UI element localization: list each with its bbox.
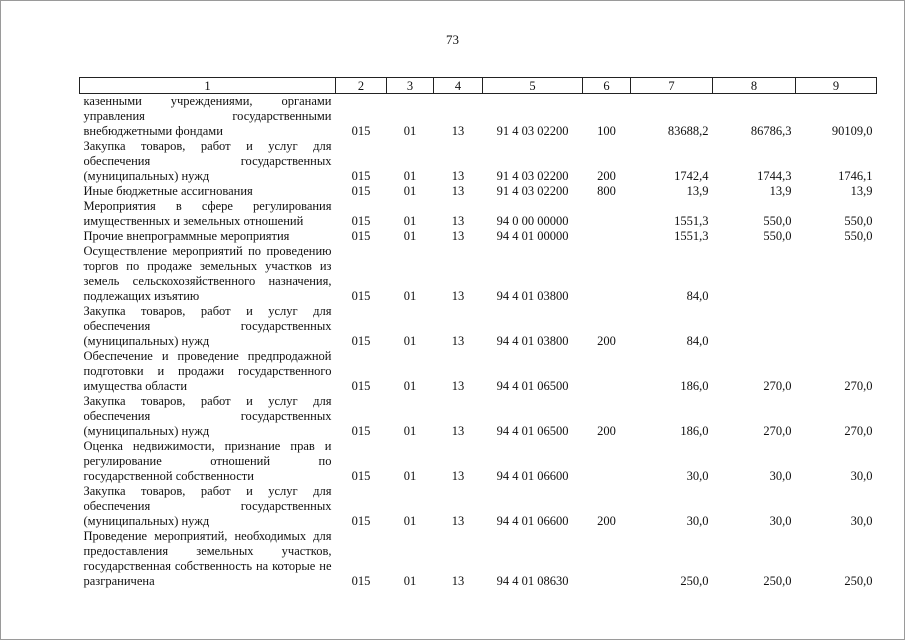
column-header: 5: [483, 78, 583, 94]
admin-code: 015: [351, 469, 371, 483]
amount-year-3: 1746,1: [838, 169, 873, 183]
table-row: [80, 244, 877, 304]
column-header: 2: [336, 78, 387, 94]
subsection-code: 13: [451, 184, 465, 198]
admin-code: 015: [351, 424, 371, 438]
amount-year-3: [796, 244, 877, 304]
row-description: Закупка товаров, работ и услуг для обеспечения государственных (муниципальных) нужд: [83, 304, 332, 348]
subsection-code: 13: [451, 214, 465, 228]
amount-year-2: 550,0: [763, 214, 792, 228]
section-code: 01: [403, 514, 417, 528]
target-article-code: 94 4 01 06500: [496, 379, 569, 393]
amount-year-2: 86786,3: [750, 124, 792, 138]
amount-year-3: 30,0: [850, 469, 873, 483]
row-description: Обеспечение и проведение предпродажной подготовки и продажи государственного имущества области: [83, 349, 332, 393]
section-code: 01: [403, 229, 417, 243]
table-row: [80, 349, 877, 394]
section-code: 01: [403, 574, 417, 588]
section-code: 01: [403, 424, 417, 438]
subsection-code: 13: [451, 514, 465, 528]
expense-type-code: [583, 244, 631, 304]
target-article-code: 94 0 00 00000: [496, 214, 569, 228]
amount-year-1: 1551,3: [674, 229, 709, 243]
target-article-code: 94 4 01 06500: [496, 424, 569, 438]
section-code: 01: [403, 184, 417, 198]
section-code: 01: [403, 169, 417, 183]
amount-year-3: 550,0: [844, 214, 873, 228]
row-description: Прочие внепрограммные мероприятия: [83, 229, 290, 243]
amount-year-3: 13,9: [850, 184, 873, 198]
subsection-code: 13: [451, 379, 465, 393]
target-article-code: 94 4 01 03800: [496, 334, 569, 348]
expense-type-code: 200: [597, 514, 616, 528]
column-header: 6: [583, 78, 631, 94]
table-row: [80, 439, 877, 484]
row-description: Иные бюджетные ассигнования: [83, 184, 253, 198]
expense-type-code: [583, 529, 631, 589]
subsection-code: 13: [451, 334, 465, 348]
amount-year-1: 84,0: [686, 289, 709, 303]
amount-year-1: 84,0: [686, 334, 709, 348]
table-row: [80, 199, 877, 229]
column-header: 3: [387, 78, 434, 94]
amount-year-3: 30,0: [850, 514, 873, 528]
amount-year-1: 250,0: [680, 574, 709, 588]
row-description: Мероприятия в сфере регулирования имущественных и земельных отношений: [83, 199, 332, 228]
amount-year-2: [713, 244, 796, 304]
row-description: Закупка товаров, работ и услуг для обеспечения государственных (муниципальных) нужд: [83, 394, 332, 438]
admin-code: 015: [351, 214, 371, 228]
amount-year-2: 270,0: [763, 424, 792, 438]
target-article-code: 94 4 01 03800: [496, 289, 569, 303]
table-row: [80, 304, 877, 349]
amount-year-3: 270,0: [844, 379, 873, 393]
amount-year-1: 186,0: [680, 424, 709, 438]
amount-year-2: 550,0: [763, 229, 792, 243]
amount-year-1: 30,0: [686, 469, 709, 483]
table-header-row: [80, 78, 877, 94]
table-row: [80, 139, 877, 184]
amount-year-3: 550,0: [844, 229, 873, 243]
subsection-code: 13: [451, 229, 465, 243]
amount-year-1: 13,9: [686, 184, 709, 198]
target-article-code: 94 4 01 06600: [496, 469, 569, 483]
table-row: [80, 394, 877, 439]
expense-type-code: 200: [597, 169, 616, 183]
table-row: [80, 529, 877, 589]
table-row: [80, 229, 877, 244]
subsection-code: 13: [451, 169, 465, 183]
column-header: 1: [80, 78, 336, 94]
row-description: казенными учреждениями, органами управления государственными внебюджетными фондами: [83, 94, 332, 138]
amount-year-1: 30,0: [686, 514, 709, 528]
table-row: [80, 184, 877, 199]
subsection-code: 13: [451, 469, 465, 483]
table-body: [80, 94, 877, 590]
table-row: [80, 484, 877, 529]
row-description: Проведение мероприятий, необходимых для предоставления земельных участков, государственная собственность на которые не разграничена: [83, 529, 332, 588]
amount-year-3: [796, 304, 877, 349]
admin-code: 015: [351, 169, 371, 183]
section-code: 01: [403, 124, 417, 138]
amount-year-2: 13,9: [769, 184, 792, 198]
expense-type-code: 200: [597, 424, 616, 438]
row-description: Осуществление мероприятий по проведению торгов по продаже земельных участков из земель сельскохозяйственного назначения, подлежащих изъятию: [83, 244, 332, 303]
target-article-code: 91 4 03 02200: [496, 169, 569, 183]
target-article-code: 91 4 03 02200: [496, 184, 569, 198]
column-header: 7: [631, 78, 713, 94]
column-header: 9: [796, 78, 877, 94]
subsection-code: 13: [451, 424, 465, 438]
section-code: 01: [403, 334, 417, 348]
target-article-code: 94 4 01 00000: [496, 229, 569, 243]
admin-code: 015: [351, 184, 371, 198]
column-header: 8: [713, 78, 796, 94]
subsection-code: 13: [451, 124, 465, 138]
target-article-code: 94 4 01 08630: [496, 574, 569, 588]
amount-year-2: 250,0: [763, 574, 792, 588]
row-description: Закупка товаров, работ и услуг для обеспечения государственных (муниципальных) нужд: [83, 139, 332, 183]
amount-year-3: 270,0: [844, 424, 873, 438]
expense-type-code: 100: [597, 124, 616, 138]
section-code: 01: [403, 379, 417, 393]
admin-code: 015: [351, 514, 371, 528]
admin-code: 015: [351, 334, 371, 348]
section-code: 01: [403, 214, 417, 228]
expense-type-code: [583, 229, 631, 244]
admin-code: 015: [351, 574, 371, 588]
page-number: 73: [446, 32, 459, 47]
amount-year-1: 1551,3: [674, 214, 709, 228]
target-article-code: 94 4 01 06600: [496, 514, 569, 528]
amount-year-1: 1742,4: [674, 169, 709, 183]
amount-year-1: 83688,2: [667, 124, 709, 138]
expense-type-code: 200: [597, 334, 616, 348]
section-code: 01: [403, 469, 417, 483]
amount-year-2: 270,0: [763, 379, 792, 393]
amount-year-3: 90109,0: [831, 124, 873, 138]
subsection-code: 13: [451, 574, 465, 588]
amount-year-2: [713, 304, 796, 349]
budget-table: [79, 77, 877, 589]
row-description: Оценка недвижимости, признание прав и регулирование отношений по государственной собственности: [83, 439, 332, 483]
amount-year-2: 30,0: [769, 514, 792, 528]
expense-type-code: 800: [597, 184, 616, 198]
expense-type-code: [583, 439, 631, 484]
admin-code: 015: [351, 289, 371, 303]
row-description: Закупка товаров, работ и услуг для обеспечения государственных (муниципальных) нужд: [83, 484, 332, 528]
subsection-code: 13: [451, 289, 465, 303]
target-article-code: 91 4 03 02200: [496, 124, 569, 138]
expense-type-code: [583, 199, 631, 229]
section-code: 01: [403, 289, 417, 303]
column-header: 4: [434, 78, 483, 94]
admin-code: 015: [351, 379, 371, 393]
amount-year-2: 1744,3: [757, 169, 792, 183]
amount-year-3: 250,0: [844, 574, 873, 588]
expense-type-code: [583, 349, 631, 394]
table-row: [80, 94, 877, 140]
amount-year-1: 186,0: [680, 379, 709, 393]
amount-year-2: 30,0: [769, 469, 792, 483]
admin-code: 015: [351, 229, 371, 243]
admin-code: 015: [351, 124, 371, 138]
